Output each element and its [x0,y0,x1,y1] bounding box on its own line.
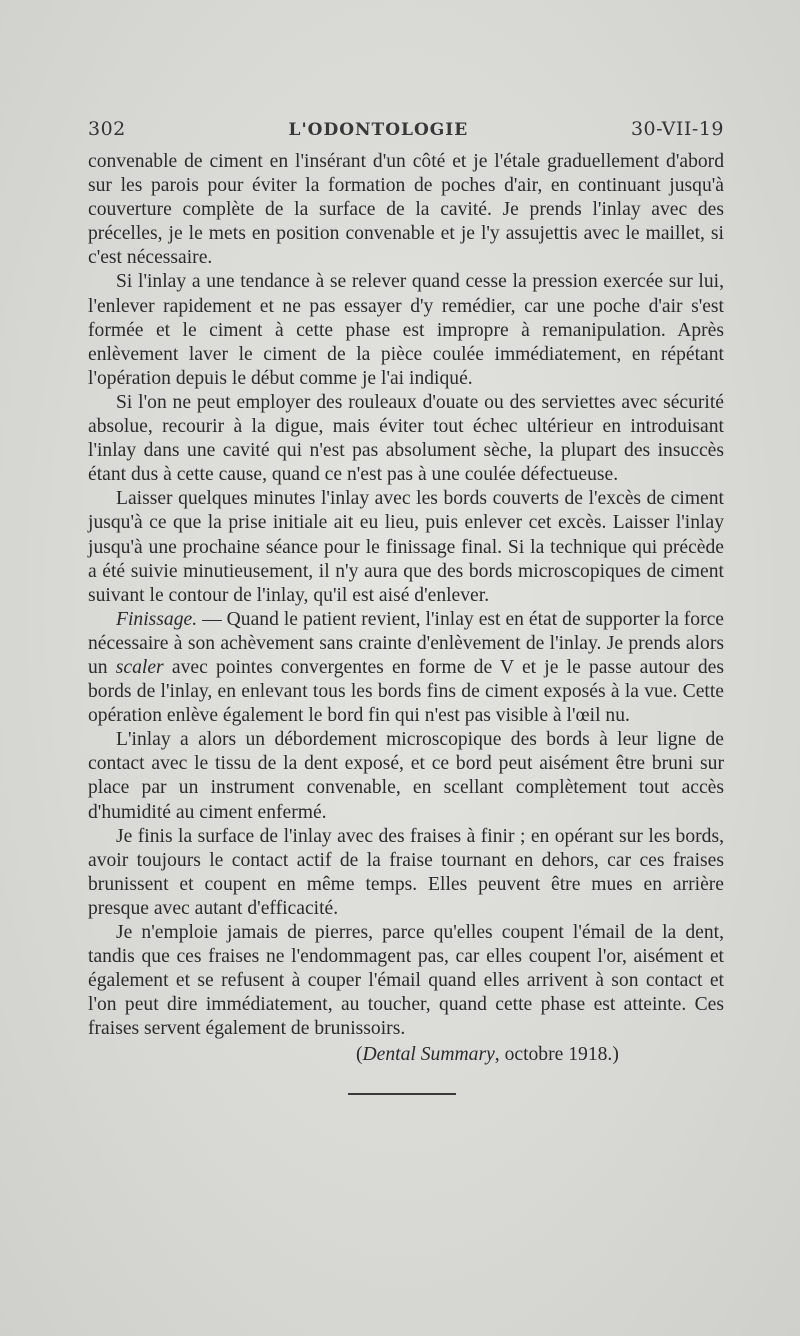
paragraph-7: Je finis la surface de l'inlay avec des fraises à finir ; en opérant sur les bords, avoir toujours le contact actif de la fraise tournant en dehors, car ces fraises brunissent et coupent en même temps. Elles peuvent être mues en arrière presque avec autant d'efficacité. [88,825,724,919]
paragraph-2: Si l'inlay a une tendance à se relever quand cesse la pression exercée sur lui, l'enlever rapidement et ne pas essayer d'y remédier, car une poche d'air s'est formée et le ciment à cette phase est impropre à remanipulation. Après enlèvement laver le ciment de la pièce coulée immédiatement, en répétant l'opération depuis le début comme je l'ai indiqué. [88,271,724,389]
paragraph-6: L'inlay a alors un débordement microscopique des bords à leur ligne de contact avec le tissu de la dent exposé, et ce bord peut aisément être bruni sur place par un instrument convenable, en scellant complètement tout accès d'humidité au ciment enfermé. [88,729,724,823]
issue-date: 30-VII-19 [630,118,724,140]
term-scaler: scaler [115,656,164,678]
paragraph-3: Si l'on ne peut employer des rouleaux d'ouate ou des serviettes avec sécurité absolue, recourir à la digue, mais éviter tout échec ultérieur en introduisant l'inlay dans une cavité qui n'est pas absolument sèche, la plupart des insuccès étant dus à cette cause, quand ce n'est pas à une coulée défectueuse. [88,391,724,486]
paragraph-5 [88,608,724,728]
paragraph-5-text-a: — Quand le patient revient, l'inlay est en état de supporter la force nécessaire à son achèvement sans crainte d'enlèvement de l'inlay. Je prends alors un [88,608,724,678]
page [88,118,724,1095]
citation-open: ( [356,1044,363,1066]
end-rule [348,1093,456,1095]
article-body [88,150,724,1041]
paragraph-5-text-b: avec pointes convergentes en forme de V et je le passe autour des bords de l'inlay, en enlevant tous les bords fins de ciment exposés à la vue. Cette opération enlève également le bord fin qui n'est pas visible à l'œil nu. [88,656,724,727]
paragraph-4: Laisser quelques minutes l'inlay avec les bords couverts de l'excès de ciment jusqu'à ce que la prise initiale ait eu lieu, puis enlever cet excès. Laisser l'inlay jusqu'à une prochaine séance pour le finissage final. Si la technique qui précède a été suivie minutieusement, il n'y aura que des bords microscopiques de ciment suivant le contour de l'inlay, qu'il est aisé d'enlever. [88,488,724,606]
citation-date: , octobre 1918.) [494,1044,619,1066]
citation-source: Dental Summary [362,1044,495,1066]
running-head [88,118,724,140]
section-heading-finissage: Finissage. [116,608,198,630]
paragraph-1: convenable de ciment en l'insérant d'un côté et je l'étale graduellement d'abord sur les parois pour éviter la formation de poches d'air, en continuant jusqu'à couverture complète de la surface de la cavité. Je prends l'inlay avec des précelles, je le mets en position convenable et je l'y assujettis avec le maillet, si c'est nécessaire. [88,151,724,269]
paragraph-8: Je n'emploie jamais de pierres, parce qu'elles coupent l'émail de la dent, tandis que ces fraises ne l'endommagent pas, car elles coupent l'or, aisément et également et se refusent à couper l'émail quand elles arrivent à son contact et l'on peut dire immédiatement, au toucher, quand cette phase est atteinte. Ces fraises servent également de brunissoirs. [88,922,724,1040]
page-number: 302 [88,118,126,140]
citation [88,1043,724,1067]
journal-title: L'ODONTOLOGIE [288,120,469,140]
